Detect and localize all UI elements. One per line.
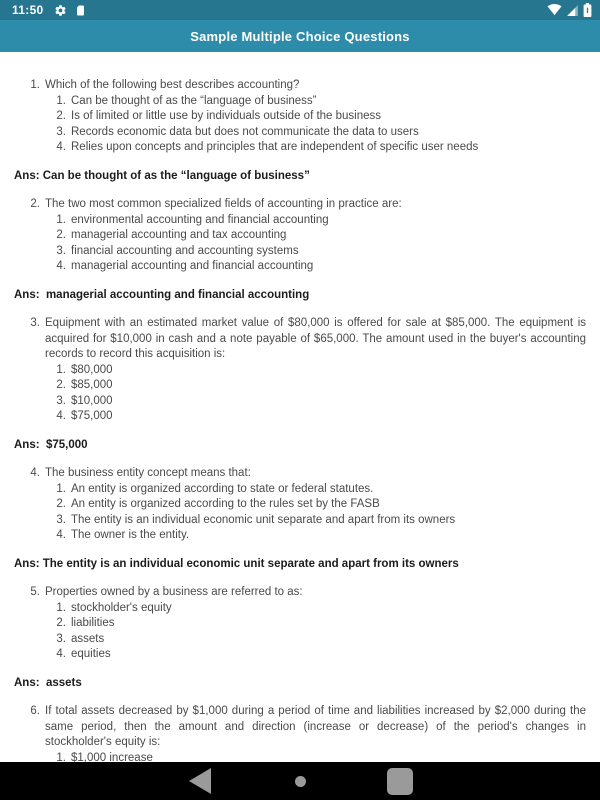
- option-number: 4.: [56, 260, 66, 272]
- option-item: [14, 647, 586, 663]
- question-text: The two most common specialized fields of accounting in practice are:: [45, 198, 402, 210]
- question-block: [14, 585, 586, 663]
- option-item: [14, 616, 586, 632]
- option-item: [14, 513, 586, 529]
- question-block: [14, 704, 586, 762]
- options-list: [14, 363, 586, 425]
- option-number: 2.: [56, 498, 66, 510]
- question-block: [14, 78, 586, 156]
- option-number: 1.: [56, 601, 66, 614]
- options-list: [14, 482, 586, 544]
- option-text: $75,000: [71, 410, 113, 422]
- option-text: liabilities: [71, 617, 115, 629]
- option-number: 1.: [56, 94, 66, 107]
- option-text: $10,000: [71, 394, 113, 407]
- question-text: Properties owned by a business are referred to as:: [45, 586, 303, 598]
- option-text: equities: [71, 648, 111, 660]
- option-item: [14, 751, 586, 763]
- option-number: 3.: [56, 244, 66, 257]
- options-list: [14, 213, 586, 275]
- status-bar: [0, 0, 600, 20]
- question-number: 2.: [30, 198, 40, 210]
- settings-icon: [54, 4, 67, 17]
- option-number: 4.: [56, 141, 66, 153]
- option-item: [14, 394, 586, 410]
- home-button[interactable]: [270, 762, 330, 800]
- options-list: [14, 94, 586, 156]
- app-bar: [0, 20, 600, 52]
- answer-line: Ans: The entity is an individual economic unit separate and apart from its owners: [14, 557, 459, 570]
- option-number: 1.: [56, 213, 66, 226]
- question-row: [14, 585, 586, 601]
- status-time: 11:50: [12, 3, 44, 17]
- wifi-icon: [547, 4, 562, 16]
- options-list: [14, 751, 586, 763]
- option-number: 2.: [56, 229, 66, 241]
- home-icon: [295, 776, 306, 787]
- option-number: 4.: [56, 648, 66, 660]
- option-number: 1.: [56, 751, 66, 762]
- option-item: [14, 244, 586, 260]
- option-item: [14, 409, 586, 425]
- question-row: [14, 197, 586, 213]
- option-text: managerial accounting and tax accounting: [71, 229, 287, 241]
- question-answer-group: [14, 704, 586, 762]
- question-row: [14, 704, 586, 751]
- option-number: 3.: [56, 394, 66, 407]
- option-item: [14, 528, 586, 544]
- option-number: 4.: [56, 529, 66, 541]
- questions-list[interactable]: [0, 52, 600, 762]
- question-text: If total assets decreased by $1,000 during a period of time and liabilities increased by $2,000 during the same period, then the amount and direction (increase or decrease) of the period's changes in stockholder's equity is:: [45, 705, 586, 748]
- option-item: [14, 94, 586, 110]
- recents-icon: [387, 768, 413, 795]
- option-item: [14, 259, 586, 275]
- option-item: [14, 213, 586, 229]
- option-text: Relies upon concepts and principles that are independent of specific user needs: [71, 141, 479, 153]
- option-item: [14, 109, 586, 125]
- option-item: [14, 497, 586, 513]
- option-item: [14, 632, 586, 648]
- cell-signal-icon: [566, 4, 579, 16]
- option-text: Can be thought of as the “language of business”: [71, 94, 317, 107]
- option-text: environmental accounting and financial accounting: [71, 213, 329, 226]
- question-number: 3.: [30, 317, 40, 329]
- question-row: [14, 78, 586, 94]
- back-icon: [189, 768, 211, 794]
- question-text: Equipment with an estimated market value of $80,000 is offered for sale at $85,000. The equipment is acquired for $10,000 in cash and a note payable of $65,000. The amount used in the buyer's accounting records to record this acquisition is:: [45, 317, 586, 360]
- option-number: 2.: [56, 110, 66, 122]
- option-number: 2.: [56, 379, 66, 391]
- option-item: [14, 601, 586, 617]
- option-text: The entity is an individual economic unit separate and apart from its owners: [71, 513, 456, 526]
- option-text: The owner is the entity.: [71, 529, 190, 541]
- option-item: [14, 140, 586, 156]
- option-item: [14, 228, 586, 244]
- option-number: 3.: [56, 632, 66, 645]
- question-block: [14, 466, 586, 544]
- question-number: 6.: [30, 705, 40, 717]
- status-right-icons: [543, 3, 592, 17]
- option-item: [14, 125, 586, 141]
- question-answer-group: [14, 466, 586, 572]
- option-number: 3.: [56, 513, 66, 526]
- option-number: 1.: [56, 482, 66, 495]
- question-block: [14, 316, 586, 425]
- option-text: Records economic data but does not communicate the data to users: [71, 125, 419, 138]
- question-answer-group: [14, 197, 586, 303]
- option-text: $85,000: [71, 379, 113, 391]
- option-item: [14, 378, 586, 394]
- option-text: Is of limited or little use by individuals outside of the business: [71, 110, 382, 122]
- options-list: [14, 601, 586, 663]
- option-text: $1,000 increase: [71, 751, 153, 762]
- option-text: An entity is organized according to state or federal statutes.: [71, 482, 374, 495]
- question-number: 4.: [30, 467, 40, 479]
- back-button[interactable]: [170, 762, 230, 800]
- question-answer-group: [14, 585, 586, 691]
- option-item: [14, 363, 586, 379]
- question-answer-group: [14, 78, 586, 184]
- question-row: [14, 466, 586, 482]
- question-text: Which of the following best describes accounting?: [45, 79, 300, 91]
- option-number: 2.: [56, 617, 66, 629]
- recents-button[interactable]: [370, 762, 430, 800]
- option-text: stockholder's equity: [71, 601, 172, 614]
- answer-line: Ans: assets: [14, 676, 82, 689]
- navigation-bar: [0, 762, 600, 800]
- option-number: 1.: [56, 363, 66, 376]
- answer-line: Ans: Can be thought of as the “language of business”: [14, 169, 310, 182]
- page-title: Sample Multiple Choice Questions: [190, 28, 410, 44]
- option-text: An entity is organized according to the rules set by the FASB: [71, 498, 380, 510]
- question-text: The business entity concept means that:: [45, 467, 251, 479]
- question-row: [14, 316, 586, 363]
- sd-card-icon: [74, 4, 86, 17]
- question-number: 5.: [30, 586, 40, 598]
- battery-icon: [583, 3, 592, 17]
- answer-line: Ans: $75,000: [14, 438, 88, 451]
- question-answer-group: [14, 316, 586, 453]
- option-text: managerial accounting and financial accounting: [71, 260, 314, 272]
- option-item: [14, 482, 586, 498]
- option-number: 3.: [56, 125, 66, 138]
- question-block: [14, 197, 586, 275]
- option-number: 4.: [56, 410, 66, 422]
- question-number: 1.: [30, 79, 40, 91]
- option-text: assets: [71, 632, 105, 645]
- option-text: financial accounting and accounting systems: [71, 244, 299, 257]
- option-text: $80,000: [71, 363, 113, 376]
- answer-line: Ans: managerial accounting and financial accounting: [14, 288, 310, 301]
